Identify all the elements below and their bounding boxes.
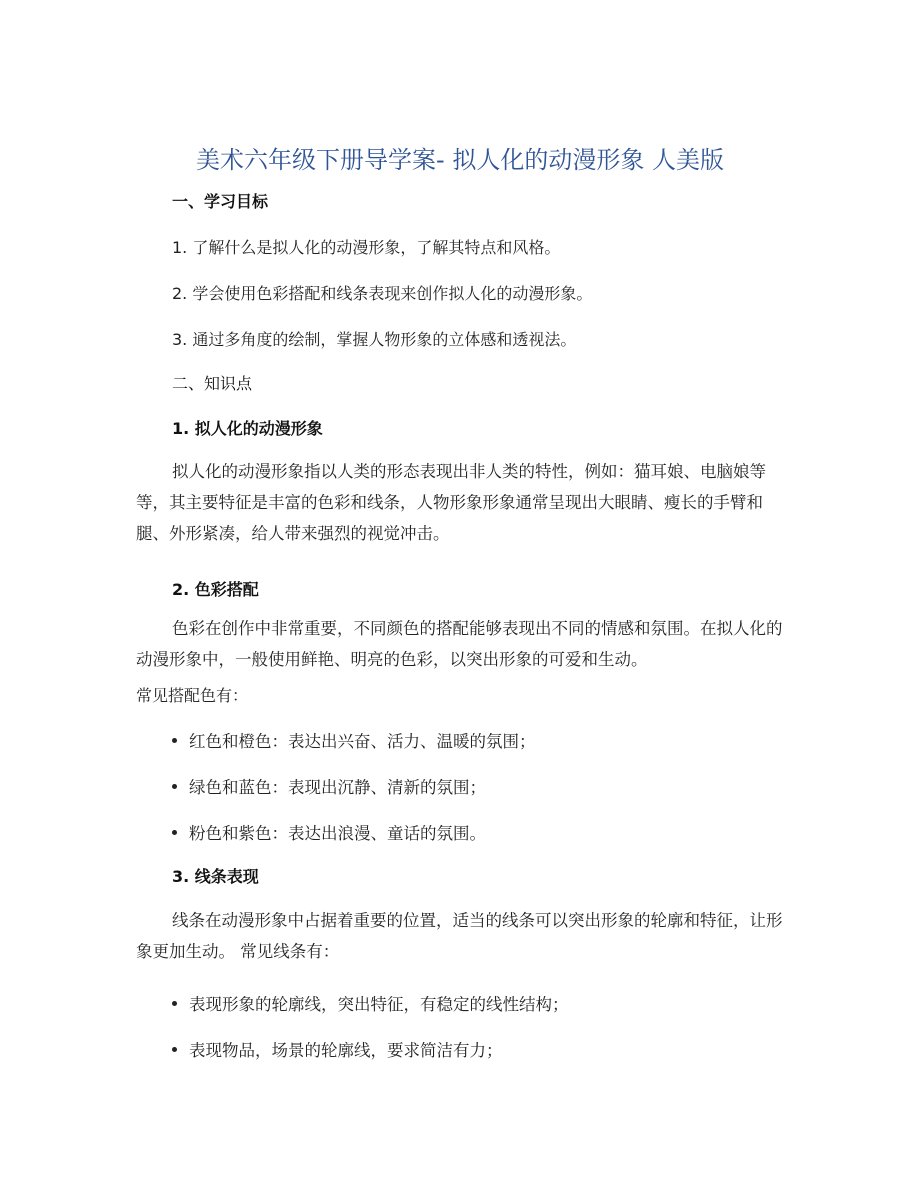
objective-item-3: 3. 通过多角度的绘制，掌握人物形象的立体感和透视法。 [172, 330, 577, 349]
color-bullet-3 [172, 820, 486, 844]
paragraph-line-expression-text: 线条在动漫形象中占据着重要的位置，适当的线条可以突出形象的轮廓和特征，让形象更加生动。 常见线条有： [136, 911, 783, 961]
heading-knowledge: 二、知识点 [172, 374, 253, 393]
color-matching-lead: 常见搭配色有： [136, 686, 249, 705]
heading-anthropomorphic: 1. 拟人化的动漫形象 [172, 419, 323, 438]
paragraph-anthropomorphic-text: 拟人化的动漫形象指以人类的形态表现出非人类的特性，例如：猫耳娘、电脑娘等等，其主要特征是丰富的色彩和线条，人物形象形象通常呈现出大眼睛、瘦长的手臂和腿、外形紧凑，给人带来强烈的视觉冲击。 [136, 462, 766, 543]
bullet-icon [172, 738, 177, 743]
line-bullet-1-text: 表现形象的轮廓线，突出特征，有稳定的线性结构； [189, 995, 569, 1014]
paragraph-color-matching [136, 613, 786, 675]
bullet-icon [172, 1001, 177, 1006]
line-bullet-2-text: 表现物品，场景的轮廓线，要求简洁有力； [189, 1041, 503, 1060]
color-bullet-2 [172, 774, 486, 798]
color-bullet-1 [172, 728, 536, 752]
paragraph-line-expression [136, 905, 786, 967]
color-bullet-2-text: 绿色和蓝色：表现出沉静、清新的氛围； [189, 778, 486, 797]
color-bullet-1-text: 红色和橙色：表达出兴奋、活力、温暖的氛围； [189, 732, 536, 751]
line-bullet-1 [172, 991, 569, 1015]
bullet-icon [172, 784, 177, 789]
objective-item-2: 2. 学会使用色彩搭配和线条表现来创作拟人化的动漫形象。 [172, 284, 593, 303]
bullet-icon [172, 830, 177, 835]
heading-objectives: 一、学习目标 [172, 192, 269, 211]
paragraph-anthropomorphic [136, 456, 786, 549]
line-bullet-2 [172, 1037, 503, 1061]
page-title: 美术六年级下册导学案- 拟人化的动漫形象 人美版 [196, 146, 724, 174]
objective-item-1: 1. 了解什么是拟人化的动漫形象，了解其特点和风格。 [172, 238, 561, 257]
paragraph-color-matching-text: 色彩在创作中非常重要，不同颜色的搭配能够表现出不同的情感和氛围。在拟人化的动漫形象中，一般使用鲜艳、明亮的色彩，以突出形象的可爱和生动。 [136, 619, 783, 669]
color-bullet-3-text: 粉色和紫色：表达出浪漫、童话的氛围。 [189, 824, 486, 843]
heading-line-expression: 3. 线条表现 [172, 867, 259, 886]
bullet-icon [172, 1047, 177, 1052]
heading-color-matching: 2. 色彩搭配 [172, 580, 259, 599]
